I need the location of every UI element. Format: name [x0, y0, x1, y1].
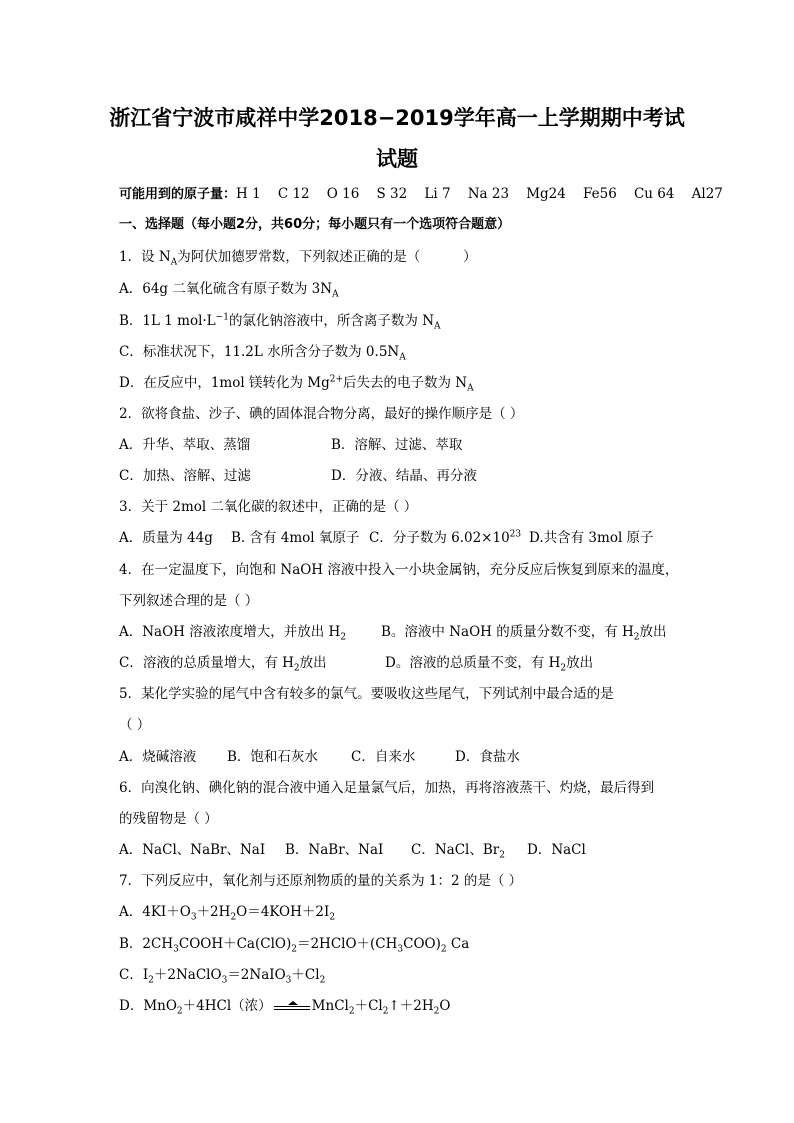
- q7-a-sub: 2: [329, 912, 336, 923]
- question-4-stem-line1: 4．在一定温度下，向饱和 NaOH 溶液中投入一小块金属钠，充分反应后恢复到原来的温度，: [119, 562, 679, 578]
- q3-option-a: A．质量为 44g: [119, 530, 213, 546]
- q1-d-sup: 2+: [329, 374, 343, 385]
- q2-option-a: A．升华、萃取、蒸馏: [119, 437, 251, 453]
- q3-option-c: [369, 528, 521, 548]
- question-6-stem-line2: 的残留物是（ ）: [119, 811, 218, 827]
- q7-d-sub: 2: [433, 1006, 440, 1017]
- q1-d-text: D．在反应中，1mol 镁转化为 Mg: [119, 375, 330, 391]
- question-7-option-b: [119, 934, 469, 954]
- q7-d-sub: 2: [382, 1006, 389, 1017]
- q7-c-sub: 2: [319, 975, 326, 986]
- question-6-stem-line1: 6．向溴化钠、碘化钠的混合液中通入足量氯气后，加热，再将溶液蒸干、灼烧，最后得到: [119, 780, 655, 796]
- q7-c-sub: 3: [285, 975, 292, 986]
- q2-option-d: D．分液、结晶、再分液: [331, 468, 477, 484]
- atomic-masses-line: [119, 184, 723, 205]
- question-1-option-a: [119, 279, 339, 299]
- q7-a-sub: 2: [230, 912, 237, 923]
- q1-d-text-2: 后失去的电子数为 N: [343, 375, 468, 391]
- q7-d-part: D．MnO: [119, 998, 177, 1014]
- q7-b-sub: 3: [173, 944, 179, 955]
- q4-d-text-2: 放出: [566, 655, 594, 671]
- question-2-stem: 2．欲将食盐、沙子、碘的固体混合物分离，最好的操作顺序是（ ）: [119, 406, 524, 422]
- q7-c-part: ＋2NaClO: [153, 967, 222, 983]
- q1-c-sub: A: [399, 352, 406, 363]
- q6-option-c: [411, 840, 505, 860]
- q7-b-sub: 3: [397, 944, 404, 955]
- q1-stem-text-2: 为阿伏加德罗常数，下列叙述正确的是（ ）: [177, 249, 477, 265]
- q1-b-text: B．1L 1 mol·L: [119, 313, 216, 329]
- q3-option-b: B. 含有 4mol 氧原子: [231, 530, 360, 546]
- q6-option-b: B．NaBr、NaI: [285, 842, 384, 858]
- q1-d-sub: A: [467, 383, 474, 394]
- q7-d-part: ＋Cl: [354, 998, 383, 1014]
- q4-d-sub: 2: [560, 663, 567, 674]
- q3-option-d: D.共含有 3mol 原子: [529, 530, 654, 546]
- q2-option-b: B．溶解、过滤、萃取: [331, 437, 463, 453]
- question-1-option-b: [119, 311, 441, 331]
- q7-d-part: ＋4HCl（浓）: [182, 998, 272, 1014]
- q1-a-text: A．64g 二氧化硫含有原子数为 3N: [119, 281, 333, 297]
- q7-a-part: O＝4KOH＋2I: [236, 904, 330, 920]
- q6-c-text: C．NaCl、Br: [411, 842, 500, 858]
- q7-c-part: ＝2NaIO: [227, 967, 286, 983]
- q7-b-part: COOH＋Ca(ClO): [178, 936, 292, 952]
- q3-c-text: C．分子数为 6.02×10: [369, 530, 510, 546]
- q4-c-sub: 2: [293, 663, 300, 674]
- question-7-stem: 7．下列反应中，氧化剂与还原剂物质的量的关系为 1：2 的是（ ）: [119, 873, 523, 889]
- q7-b-part: COO): [403, 936, 441, 952]
- q4-a-sub: 2: [340, 632, 347, 643]
- q1-stem-sub: A: [170, 257, 178, 268]
- q5-option-a: A．烧碱溶液: [119, 749, 197, 765]
- atomic-masses-values: H 1 C 12 O 16 S 32 Li 7 Na 23 Mg24 Fe56 Cu 64 Al27: [236, 186, 723, 202]
- q4-option-c: [119, 653, 327, 673]
- q4-b-text: B。溶液中 NaOH 的质量分数不变，有 H: [381, 624, 634, 640]
- q5-option-d: D．食盐水: [455, 749, 520, 765]
- exam-title-line2: 试题: [376, 147, 418, 171]
- question-1-option-d: [119, 373, 474, 393]
- q1-b-sup: −1: [215, 312, 229, 323]
- q7-b-part: ＝2HClO＋(CH: [296, 936, 398, 952]
- q7-d-sub: 2: [348, 1006, 355, 1017]
- question-3-stem: 3．关于 2mol 二氧化碳的叙述中，正确的是（ ）: [119, 499, 418, 515]
- section-heading: 一、选择题（每小题2分，共60分；每小题只有一个选项符合题意）: [119, 217, 511, 232]
- question-1-option-c: [119, 342, 406, 362]
- q1-stem-text: 1．设 N: [119, 249, 171, 265]
- q1-b-sub: A: [434, 321, 441, 332]
- q4-d-text: D。溶液的总质量不变，有 H: [385, 655, 561, 671]
- q4-b-text-2: 放出: [639, 624, 667, 640]
- q7-b-part: Ca: [446, 936, 470, 952]
- atomic-masses-label: 可能用到的原子量：: [119, 187, 237, 202]
- q1-c-text: C．标准状况下，11.2L 水所含分子数为 0.5N: [119, 344, 400, 360]
- q4-option-a: [119, 622, 346, 642]
- q4-option-d: [385, 653, 593, 673]
- q7-c-sub: 3: [221, 975, 228, 986]
- q7-c-part: C．I: [119, 967, 149, 983]
- question-7-option-c: [119, 965, 325, 985]
- q7-a-sub: 3: [190, 912, 197, 923]
- q7-b-part: B．2CH: [119, 936, 174, 952]
- q7-d-part: O: [439, 998, 451, 1014]
- question-4-stem-line2: 下列叙述合理的是（ ）: [119, 593, 259, 609]
- question-7-option-d: [119, 996, 450, 1016]
- heating-arrow-icon: [272, 1001, 312, 1013]
- q7-b-sub: 2: [440, 944, 447, 955]
- q7-a-part: ＋2H: [196, 904, 231, 920]
- q6-option-a: A．NaCl、NaBr、NaI: [119, 842, 266, 858]
- q7-d-part: MnCl: [311, 998, 349, 1014]
- q7-a-part: A．4KI＋O: [119, 904, 191, 920]
- q7-d-sub: 2: [176, 1006, 183, 1017]
- q1-a-sub: A: [332, 289, 339, 300]
- q4-a-text: A．NaOH 溶液浓度增大，并放出 H: [119, 624, 341, 640]
- question-7-option-a: [119, 902, 335, 922]
- exam-title-line1: 浙江省宁波市咸祥中学2018−2019学年高一上学期期中考试: [109, 106, 685, 130]
- q4-option-b: [381, 622, 667, 642]
- q5-option-c: C．自来水: [351, 749, 416, 765]
- q6-c-sub: 2: [499, 850, 505, 861]
- q1-b-text-2: 的氯化钠溶液中，所含离子数为 N: [228, 313, 435, 329]
- q4-c-text: C．溶液的总质量增大，有 H: [119, 655, 294, 671]
- question-1-stem: [119, 247, 477, 267]
- q2-option-c: C．加热、溶解、过滤: [119, 468, 251, 484]
- q7-c-sub: 2: [148, 975, 154, 986]
- q4-c-text-2: 放出: [299, 655, 327, 671]
- q3-c-sup: 23: [509, 529, 522, 540]
- q7-b-sub: 2: [291, 944, 297, 955]
- question-5-stem-line1: 5．某化学实验的尾气中含有较多的氯气。要吸收这些尾气，下列试剂中最合适的是: [119, 686, 614, 702]
- question-5-stem-line2: （ ）: [119, 717, 151, 733]
- q7-d-part: ↑＋2H: [388, 998, 434, 1014]
- q5-option-b: B．饱和石灰水: [227, 749, 318, 765]
- q4-b-sub: 2: [633, 632, 640, 643]
- q7-c-part: ＋Cl: [291, 967, 320, 983]
- q6-option-d: D．NaCl: [527, 842, 586, 858]
